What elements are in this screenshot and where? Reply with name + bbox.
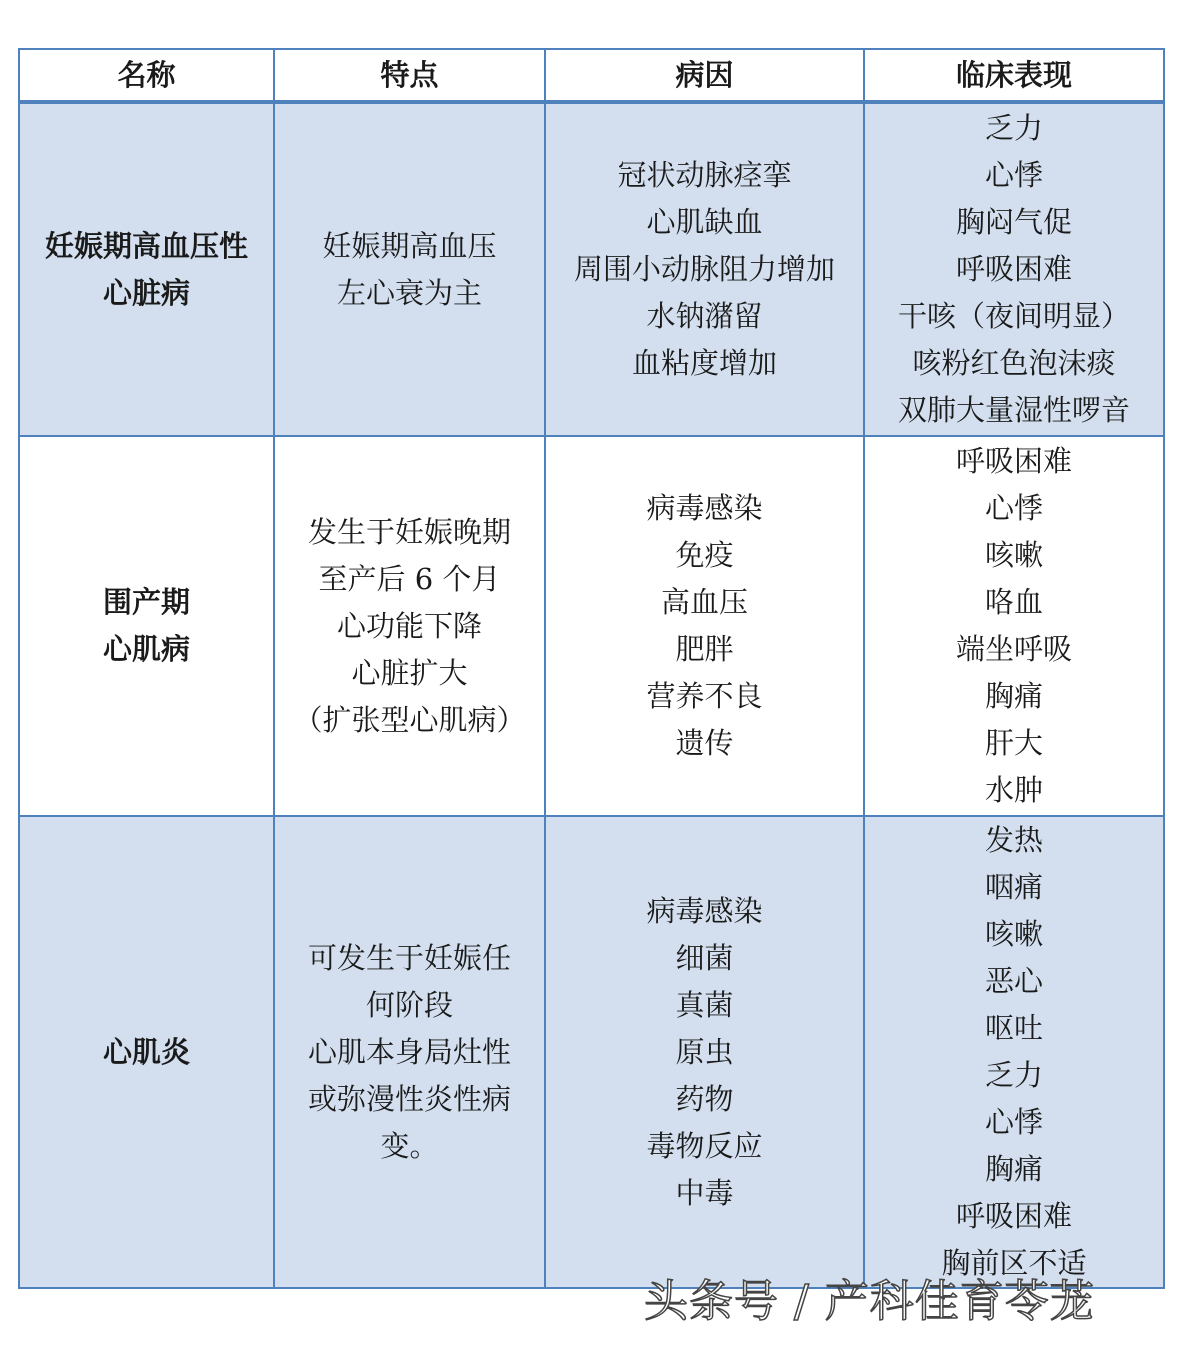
cell-line: 胸闷气促	[955, 205, 1072, 239]
table-row	[19, 436, 1164, 816]
cell-line: 心悸	[984, 158, 1043, 192]
cell-line: 咳嗽	[984, 917, 1043, 951]
cell-line: 乏力	[984, 1058, 1043, 1092]
cell-line: 心肌炎	[102, 1034, 190, 1069]
cell-line: 肝大	[984, 726, 1043, 760]
cell-line: 细菌	[675, 940, 734, 975]
cell-line: 水钠潴留	[646, 299, 763, 333]
cell-line: 双肺大量湿性啰音	[897, 393, 1130, 427]
causes-cell	[545, 816, 864, 1288]
cell-line: 心肌缺血	[646, 205, 763, 239]
causes-cell	[545, 102, 864, 436]
cell-line: 原虫	[675, 1034, 734, 1069]
cell-line: 胸痛	[984, 1152, 1043, 1186]
cell-line: 呼吸困难	[955, 1199, 1072, 1233]
cell-line: 或弥漫性炎性病	[307, 1081, 511, 1116]
cell-line: 高血压	[660, 585, 748, 619]
cell-line: 水肿	[984, 773, 1043, 807]
cell-line: 左心衰为主	[336, 275, 482, 310]
cell-line: 何阶段	[365, 987, 453, 1022]
cell-line: 胸前区不适	[941, 1246, 1087, 1280]
cell-line: 心悸	[984, 491, 1043, 525]
cell-line: 心肌病	[102, 632, 190, 666]
name-cell	[19, 816, 274, 1288]
features-cell	[274, 102, 545, 436]
header-name: 名称	[19, 49, 274, 102]
cell-line: 肥胖	[675, 632, 734, 666]
cell-line: 周围小动脉阻力增加	[573, 252, 835, 286]
cell-line: 围产期	[102, 585, 190, 619]
features-cell	[274, 816, 545, 1288]
symptoms-cell	[864, 436, 1164, 816]
cell-line: 免疫	[675, 538, 734, 572]
symptoms-cell	[864, 102, 1164, 436]
cell-line: 恶心	[984, 964, 1043, 998]
watermark: 头条号 / 产科佳育苓茏	[644, 1276, 1095, 1327]
causes-cell	[545, 436, 864, 816]
cell-line: 呕吐	[984, 1011, 1043, 1045]
cell-line: 变。	[380, 1128, 439, 1163]
name-cell	[19, 436, 274, 816]
cell-line: 咯血	[984, 585, 1043, 619]
cell-line: 胸痛	[984, 679, 1043, 713]
cell-line: 至产后 6 个月	[318, 561, 501, 596]
cell-line: 发热	[984, 823, 1043, 857]
disease-comparison-table	[18, 48, 1165, 1289]
symptoms-cell	[864, 816, 1164, 1288]
cell-line: 毒物反应	[646, 1128, 763, 1163]
cell-line: 可发生于妊娠任	[307, 940, 511, 975]
table-row	[19, 102, 1164, 436]
header-symptoms: 临床表现	[864, 49, 1164, 102]
cell-line: 妊娠期高血压性	[44, 228, 248, 263]
cell-line: 血粘度增加	[631, 346, 777, 380]
cell-line: （扩张型心肌病）	[293, 702, 526, 737]
features-cell	[274, 436, 545, 816]
cell-line: 端坐呼吸	[955, 632, 1072, 666]
name-cell	[19, 102, 274, 436]
cell-line: 遗传	[675, 726, 734, 760]
cell-line: 心功能下降	[336, 608, 482, 643]
cell-line: 中毒	[675, 1175, 734, 1210]
cell-line: 病毒感染	[646, 893, 763, 928]
cell-line: 心悸	[984, 1105, 1043, 1139]
cell-line: 营养不良	[646, 679, 763, 713]
cell-line: 心脏病	[102, 275, 190, 310]
cell-line: 咳嗽	[984, 538, 1043, 572]
cell-line: 发生于妊娠晚期	[307, 514, 511, 549]
cell-line: 呼吸困难	[955, 252, 1072, 286]
table-row	[19, 816, 1164, 1288]
cell-line: 妊娠期高血压	[322, 228, 497, 263]
header-row	[19, 49, 1164, 102]
cell-line: 咳粉红色泡沫痰	[912, 346, 1116, 380]
cell-line: 乏力	[984, 111, 1043, 145]
cell-line: 病毒感染	[646, 491, 763, 525]
cell-line: 干咳（夜间明显）	[897, 299, 1130, 333]
cell-line: 真菌	[675, 987, 734, 1022]
cell-line: 咽痛	[984, 870, 1043, 904]
cell-line: 冠状动脉痉挛	[617, 158, 792, 192]
cell-line: 心肌本身局灶性	[307, 1034, 511, 1069]
header-features: 特点	[274, 49, 545, 102]
cell-line: 呼吸困难	[955, 444, 1072, 478]
cell-line: 心脏扩大	[351, 655, 468, 690]
header-causes: 病因	[545, 49, 864, 102]
cell-line: 药物	[675, 1081, 734, 1116]
